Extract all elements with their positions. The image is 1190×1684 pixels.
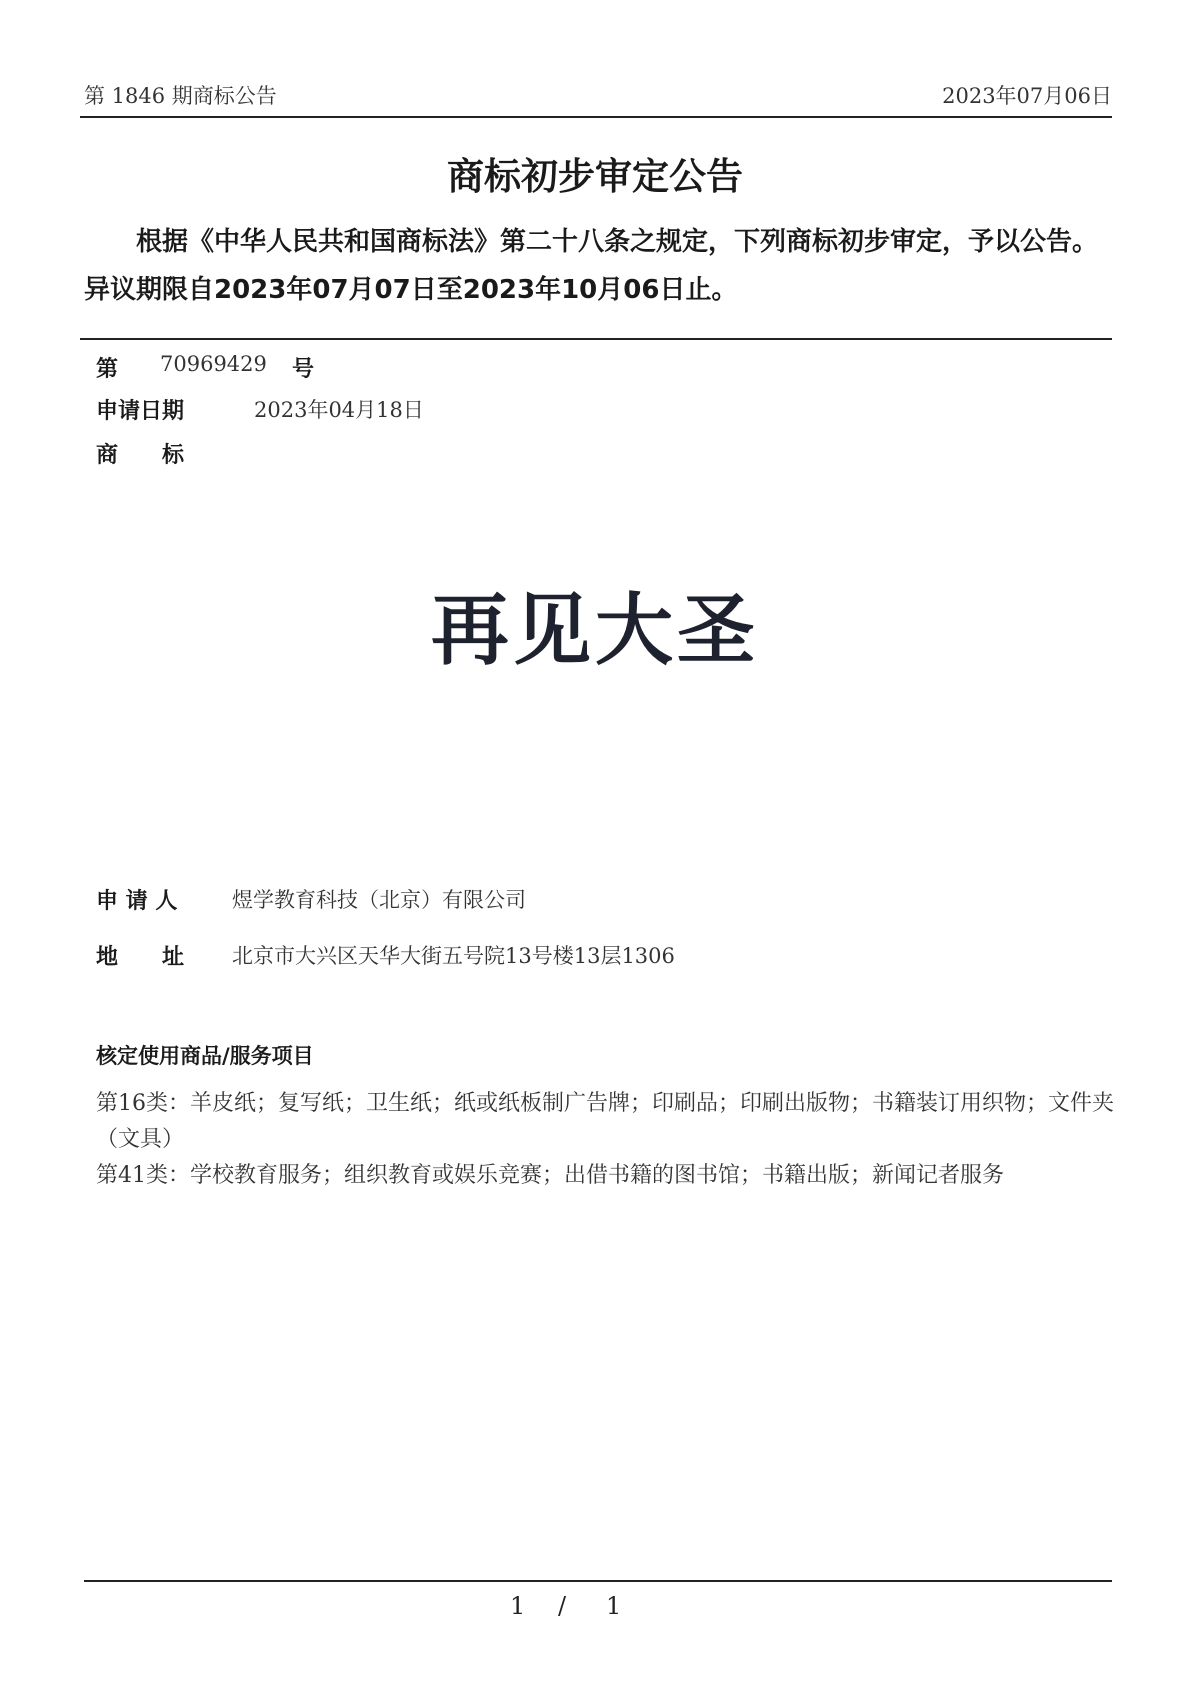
trademark-label: 商 标 [96, 443, 185, 468]
address-value: 北京市大兴区天华大街五号院13号楼13层1306 [232, 944, 675, 968]
goods-class-41: 第41类：学校教育服务；组织教育或娱乐竞赛；出借书籍的图书馆；书籍出版；新闻记者服务 [96, 1163, 1004, 1188]
page-total: 1 [606, 1592, 622, 1620]
goods-heading: 核定使用商品/服务项目 [96, 1044, 314, 1068]
section-rule [80, 338, 1112, 340]
trademark-mark: 再见大圣 [430, 586, 759, 676]
application-date-value: 2023年04月18日 [254, 398, 424, 422]
address-label: 地 址 [96, 945, 185, 970]
reg-no-label-prefix: 第 [96, 357, 119, 382]
page-title: 商标初步审定公告 [447, 155, 743, 198]
page-current: 1 [510, 1592, 526, 1620]
applicant-label: 申 请 人 [96, 889, 178, 914]
header-rule [80, 116, 1112, 118]
reg-no-label-suffix: 号 [292, 357, 315, 382]
header-date: 2023年07月06日 [942, 84, 1112, 108]
reg-no-value: 70969429 [160, 352, 267, 376]
intro-paragraph: 根据《中华人民共和国商标法》第二十八条之规定，下列商标初步审定，予以公告。异议期限自2023年07月07日至2023年10月06日止。 [84, 227, 1099, 305]
application-date-label: 申请日期 [96, 399, 185, 424]
issue-number: 第 1846 期商标公告 [84, 84, 277, 108]
page-separator: / [558, 1592, 567, 1620]
applicant-value: 煜学教育科技（北京）有限公司 [232, 888, 526, 912]
footer-rule [84, 1580, 1112, 1582]
goods-class-16: 第16类：羊皮纸；复写纸；卫生纸；纸或纸板制广告牌；印刷品；印刷出版物；书籍装订用织物；文件夹（文具） [96, 1091, 1114, 1152]
